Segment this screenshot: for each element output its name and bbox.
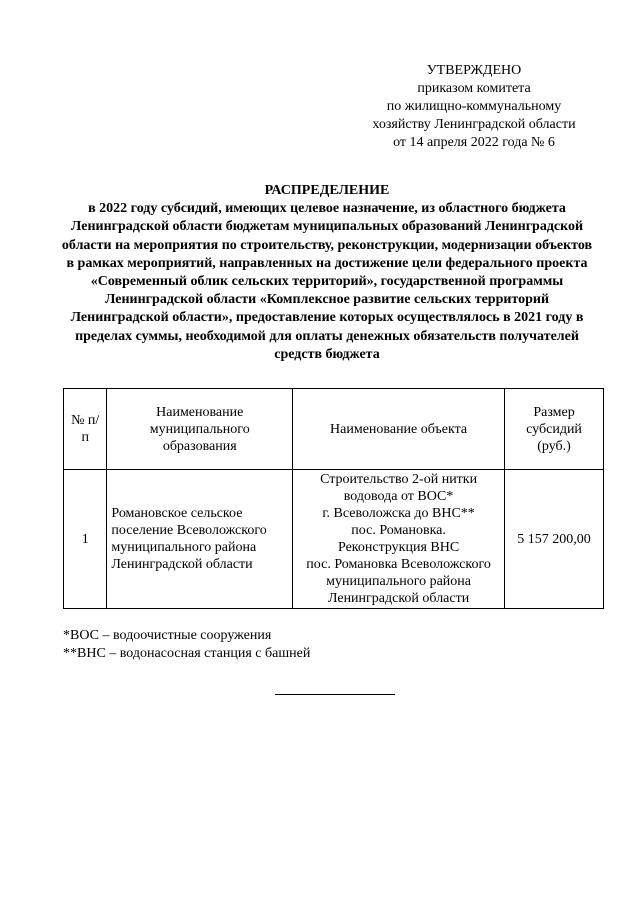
- object-line: Строительство 2-ой нитки: [320, 472, 478, 487]
- approval-line: хозяйству Ленинградской области: [372, 117, 576, 132]
- object-line: Ленинградской области: [327, 591, 470, 606]
- document-title: [58, 182, 596, 364]
- object-line: пос. Романовка.: [351, 523, 446, 538]
- cell-municipality: Романовское сельское поселение Всеволожского муниципального района Ленинградской области: [107, 470, 293, 609]
- object-line: г. Всеволожска до ВНС**: [322, 506, 475, 521]
- header-object: Наименование объекта: [293, 389, 505, 470]
- cell-num: 1: [64, 470, 107, 609]
- object-line: пос. Романовка Всеволожского: [306, 557, 491, 572]
- object-line: водовода от ВОС*: [343, 489, 454, 504]
- table-row: [64, 470, 604, 609]
- approval-title: УТВЕРЖДЕНО: [426, 63, 522, 78]
- approval-date: от 14 апреля 2022 года № 6: [393, 135, 555, 150]
- approval-line: по жилищно-коммунальному: [386, 99, 562, 114]
- distribution-table: [63, 388, 604, 609]
- header-amount: Размер субсидий (руб.): [505, 389, 604, 470]
- header-num: № п/п: [64, 389, 107, 470]
- cell-object: [293, 470, 505, 609]
- footnote: *ВОС – водоочистные сооружения: [63, 628, 272, 643]
- document-subtitle: в 2022 году субсидий, имеющих целевое назначение, из областного бюджета Ленинградской области бюджетам муниципальных образований Ленинградской области на мероприятия по строительству, реконструкции, модернизации объектов в рамках мероприятий, направленных на достижение цели федерального проекта «Современный облик сельских территорий», государственной программы Ленинградской области «Комплексное развитие сельских территорий Ленинградской области», предоставление которых осуществлялось в 2021 году в пределах суммы, необходимой для оплаты денежных обязательств получателей средств бюджета: [61, 201, 593, 362]
- footnotes: [63, 627, 310, 663]
- approval-stamp: [360, 62, 588, 152]
- object-line: муниципального района: [326, 574, 471, 589]
- approval-line: приказом комитета: [417, 81, 531, 96]
- header-municipality: Наименование муниципального образования: [107, 389, 293, 470]
- document-heading: РАСПРЕДЕЛЕНИЕ: [264, 183, 390, 198]
- closing-divider: [275, 694, 395, 695]
- table-header-row: [64, 389, 604, 470]
- cell-amount: 5 157 200,00: [505, 470, 604, 609]
- footnote: **ВНС – водонасосная станция с башней: [63, 646, 311, 661]
- object-line: Реконструкция ВНС: [337, 540, 460, 555]
